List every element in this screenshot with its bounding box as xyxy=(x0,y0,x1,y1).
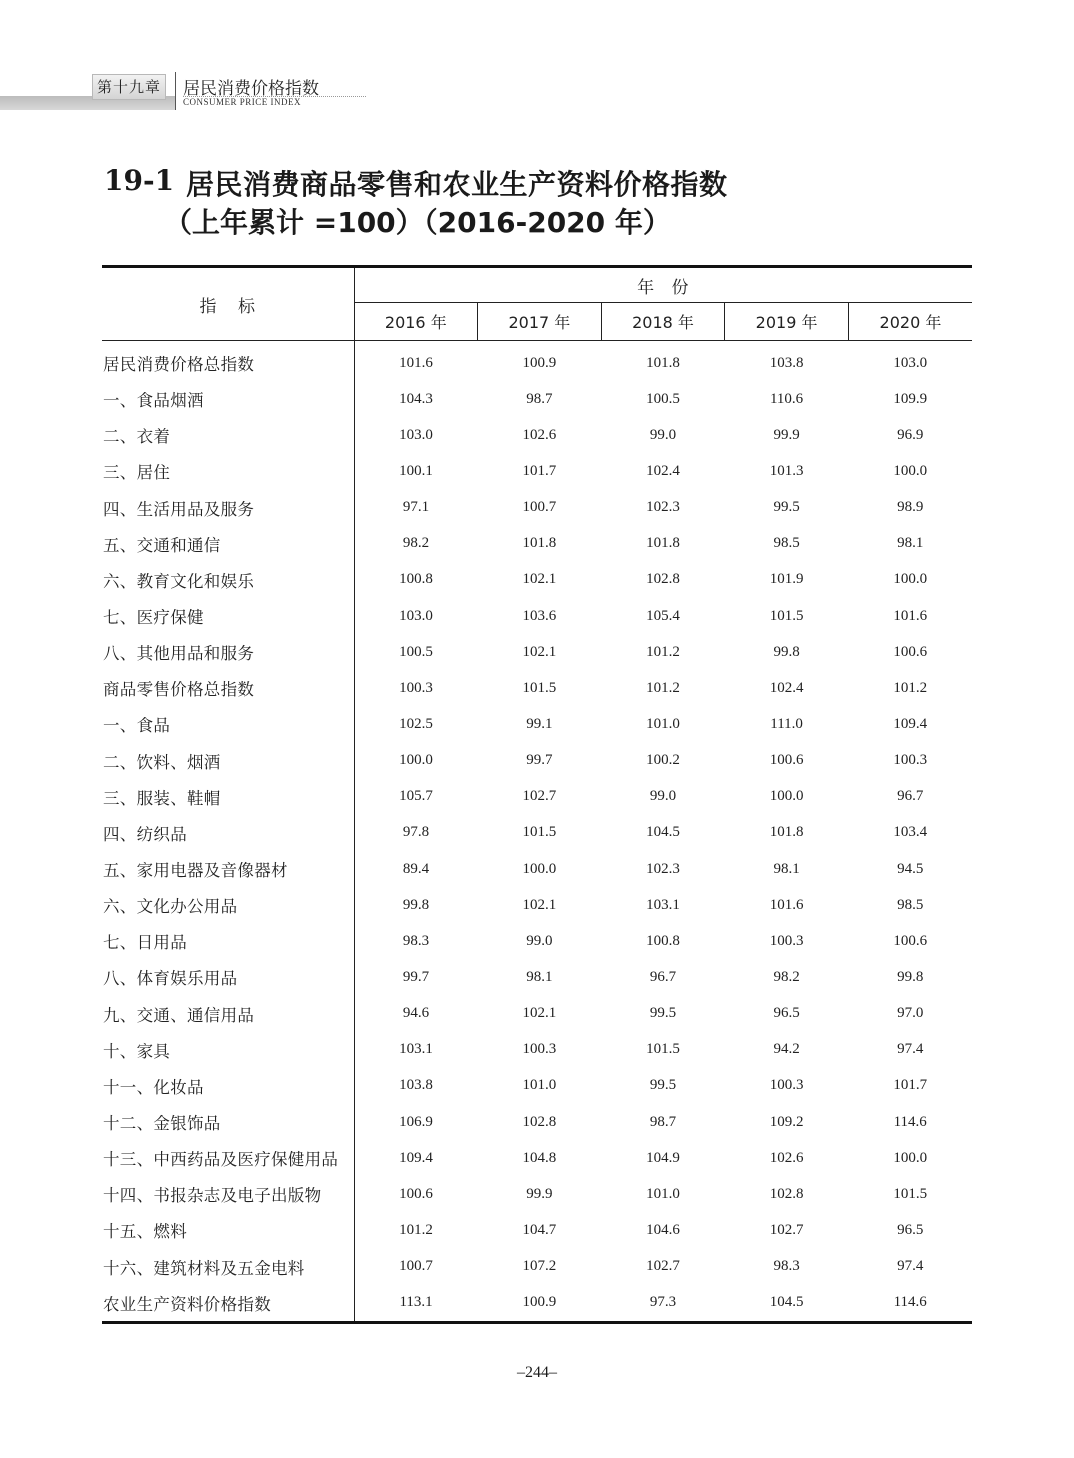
table-row xyxy=(102,706,972,742)
value-cell: 102.3 xyxy=(646,499,680,516)
table-row xyxy=(102,1212,972,1248)
value-cell: 103.0 xyxy=(893,354,928,371)
row-label: 十三、中西药品及医疗保健用品 xyxy=(102,1140,354,1176)
running-header-subtitle: CONSUMER PRICE INDEX xyxy=(183,97,302,107)
value-cell: 99.9 xyxy=(773,426,800,443)
row-label: 十六、建筑材料及五金电料 xyxy=(102,1249,354,1285)
year-group-header: 年 份 xyxy=(354,267,972,303)
value-cell: 102.7 xyxy=(769,1221,804,1238)
value-cell: 101.6 xyxy=(769,896,804,913)
row-label: 二、衣着 xyxy=(102,417,354,453)
value-cell: 100.0 xyxy=(893,1149,928,1166)
value-cell: 100.8 xyxy=(646,932,680,949)
table-row xyxy=(102,562,972,598)
value-cell: 101.9 xyxy=(769,571,804,588)
value-cell: 101.2 xyxy=(893,679,928,696)
table-row xyxy=(102,634,972,670)
year-header: 2020 年 xyxy=(848,303,972,341)
value-cell: 101.2 xyxy=(646,643,680,660)
row-label: 十五、燃料 xyxy=(102,1212,354,1248)
value-cell: 100.0 xyxy=(399,752,433,769)
value-cell: 102.8 xyxy=(769,1185,804,1202)
value-cell: 100.9 xyxy=(478,1285,602,1323)
row-label: 四、纺织品 xyxy=(102,815,354,851)
header-divider xyxy=(175,72,176,110)
value-cell: 99.5 xyxy=(649,1077,677,1094)
value-cell: 100.8 xyxy=(399,571,433,588)
value-cell: 99.5 xyxy=(773,499,800,516)
value-cell: 103.1 xyxy=(646,896,680,913)
value-cell: 106.9 xyxy=(399,1113,433,1130)
value-cell: 97.4 xyxy=(897,1041,924,1058)
row-label: 商品零售价格总指数 xyxy=(102,670,354,706)
value-cell: 100.6 xyxy=(893,643,928,660)
table-row xyxy=(102,887,972,923)
value-cell: 100.3 xyxy=(399,679,433,696)
value-cell: 89.4 xyxy=(402,860,430,877)
value-cell: 100.0 xyxy=(893,462,928,479)
value-cell: 114.6 xyxy=(893,1113,927,1130)
value-cell: 104.6 xyxy=(646,1221,680,1238)
row-label: 三、服装、鞋帽 xyxy=(102,779,354,815)
value-cell: 102.4 xyxy=(769,679,804,696)
value-cell: 99.7 xyxy=(402,968,430,985)
value-cell: 99.0 xyxy=(649,426,677,443)
table-row xyxy=(102,526,972,562)
value-cell: 109.4 xyxy=(893,715,928,732)
value-cell: 97.3 xyxy=(601,1285,725,1323)
table-row xyxy=(102,959,972,995)
table-row xyxy=(102,1285,972,1323)
value-cell: 100.3 xyxy=(522,1041,557,1058)
row-label: 十二、金银饰品 xyxy=(102,1104,354,1140)
running-header-title: 居民消费价格指数 xyxy=(183,79,319,99)
value-cell: 100.0 xyxy=(522,860,557,877)
value-cell: 109.4 xyxy=(399,1149,433,1166)
row-label: 五、家用电器及音像器材 xyxy=(102,851,354,887)
value-cell: 109.2 xyxy=(769,1113,804,1130)
value-cell: 98.1 xyxy=(897,535,924,552)
value-cell: 96.5 xyxy=(897,1221,924,1238)
value-cell: 97.4 xyxy=(897,1258,924,1275)
value-cell: 96.7 xyxy=(897,788,924,805)
table-row xyxy=(102,417,972,453)
table-row xyxy=(102,598,972,634)
value-cell: 104.3 xyxy=(399,390,433,407)
value-cell: 101.0 xyxy=(646,715,680,732)
value-cell: 102.8 xyxy=(646,571,680,588)
table-subtitle: （上年累计 =100）（2016-2020 年） xyxy=(164,206,671,239)
table-row xyxy=(102,815,972,851)
value-cell: 102.3 xyxy=(646,860,680,877)
value-cell: 99.5 xyxy=(649,1005,677,1022)
row-label: 七、医疗保健 xyxy=(102,598,354,634)
row-label: 十、家具 xyxy=(102,1032,354,1068)
value-cell: 98.9 xyxy=(897,499,924,516)
value-cell: 100.6 xyxy=(893,932,928,949)
row-label: 十四、书报杂志及电子出版物 xyxy=(102,1176,354,1212)
value-cell: 101.8 xyxy=(522,535,557,552)
value-cell: 101.3 xyxy=(769,462,804,479)
value-cell: 101.5 xyxy=(522,824,557,841)
value-cell: 104.8 xyxy=(522,1149,557,1166)
value-cell: 102.1 xyxy=(522,1005,557,1022)
row-label: 六、教育文化和娱乐 xyxy=(102,562,354,598)
value-cell: 101.8 xyxy=(769,824,804,841)
value-cell: 102.1 xyxy=(522,643,557,660)
value-cell: 94.5 xyxy=(897,860,924,877)
value-cell: 110.6 xyxy=(769,390,804,407)
value-cell: 101.0 xyxy=(522,1077,557,1094)
year-header: 2019 年 xyxy=(725,303,849,341)
value-cell: 104.7 xyxy=(522,1221,557,1238)
value-cell: 94.2 xyxy=(773,1041,800,1058)
value-cell: 100.5 xyxy=(399,643,433,660)
value-cell: 99.1 xyxy=(526,715,553,732)
row-label: 农业生产资料价格指数 xyxy=(102,1285,354,1323)
table-body xyxy=(102,341,972,1323)
value-cell: 101.6 xyxy=(893,607,928,624)
value-cell: 97.1 xyxy=(402,499,430,516)
value-cell: 102.7 xyxy=(522,788,557,805)
value-cell: 113.1 xyxy=(354,1285,478,1323)
table-row xyxy=(102,490,972,526)
value-cell: 104.9 xyxy=(646,1149,680,1166)
value-cell: 98.7 xyxy=(526,390,553,407)
value-cell: 100.3 xyxy=(893,752,928,769)
value-cell: 114.6 xyxy=(848,1285,972,1323)
value-cell: 98.1 xyxy=(526,968,553,985)
value-cell: 98.3 xyxy=(402,932,430,949)
value-cell: 99.0 xyxy=(526,932,553,949)
table-row xyxy=(102,851,972,887)
value-cell: 99.8 xyxy=(773,643,800,660)
row-label: 一、食品烟酒 xyxy=(102,381,354,417)
value-cell: 104.5 xyxy=(646,824,680,841)
value-cell: 103.4 xyxy=(893,824,928,841)
row-label: 六、文化办公用品 xyxy=(102,887,354,923)
value-cell: 101.5 xyxy=(769,607,804,624)
value-cell: 102.7 xyxy=(646,1258,680,1275)
value-cell: 98.3 xyxy=(773,1258,800,1275)
row-label: 居民消费价格总指数 xyxy=(102,341,354,382)
table-row xyxy=(102,1104,972,1140)
value-cell: 102.1 xyxy=(522,571,557,588)
table-row xyxy=(102,1176,972,1212)
table-row xyxy=(102,381,972,417)
value-cell: 96.5 xyxy=(773,1005,800,1022)
row-label: 八、体育娱乐用品 xyxy=(102,959,354,995)
value-cell: 103.0 xyxy=(399,607,433,624)
value-cell: 101.5 xyxy=(646,1041,680,1058)
value-cell: 105.4 xyxy=(646,607,680,624)
indicator-header: 指 标 xyxy=(102,267,354,341)
table-row xyxy=(102,1140,972,1176)
value-cell: 98.2 xyxy=(773,968,800,985)
value-cell: 101.5 xyxy=(522,679,557,696)
table-row xyxy=(102,996,972,1032)
price-index-table xyxy=(102,265,972,1324)
value-cell: 98.5 xyxy=(773,535,800,552)
value-cell: 100.6 xyxy=(769,752,804,769)
value-cell: 100.7 xyxy=(399,1258,433,1275)
value-cell: 96.9 xyxy=(897,426,924,443)
value-cell: 100.9 xyxy=(522,354,557,371)
value-cell: 102.5 xyxy=(399,715,433,732)
value-cell: 97.8 xyxy=(402,824,430,841)
row-label: 五、交通和通信 xyxy=(102,526,354,562)
table-row xyxy=(102,923,972,959)
value-cell: 98.2 xyxy=(402,535,430,552)
value-cell: 101.2 xyxy=(646,679,680,696)
value-cell: 97.0 xyxy=(897,1005,924,1022)
value-cell: 99.0 xyxy=(649,788,677,805)
value-cell: 100.6 xyxy=(399,1185,433,1202)
row-label: 八、其他用品和服务 xyxy=(102,634,354,670)
value-cell: 103.0 xyxy=(399,426,433,443)
value-cell: 100.0 xyxy=(769,788,804,805)
table-row xyxy=(102,670,972,706)
value-cell: 99.7 xyxy=(526,752,553,769)
value-cell: 111.0 xyxy=(770,715,803,732)
table-row xyxy=(102,1032,972,1068)
value-cell: 99.9 xyxy=(526,1185,553,1202)
value-cell: 101.6 xyxy=(399,354,433,371)
value-cell: 98.1 xyxy=(773,860,800,877)
year-header: 2016 年 xyxy=(354,303,478,341)
table-row xyxy=(102,1068,972,1104)
value-cell: 103.8 xyxy=(399,1077,433,1094)
value-cell: 100.3 xyxy=(769,1077,804,1094)
value-cell: 103.1 xyxy=(399,1041,433,1058)
row-label: 十一、化妆品 xyxy=(102,1068,354,1104)
row-label: 四、生活用品及服务 xyxy=(102,490,354,526)
page-number: –244– xyxy=(517,1364,557,1381)
value-cell: 105.7 xyxy=(399,788,433,805)
table-row xyxy=(102,1249,972,1285)
value-cell: 102.6 xyxy=(522,426,557,443)
value-cell: 98.7 xyxy=(649,1113,677,1130)
value-cell: 101.8 xyxy=(646,535,680,552)
table-title: 居民消费商品零售和农业生产资料价格指数 xyxy=(186,168,728,201)
chapter-label: 第十九章 xyxy=(92,74,166,100)
value-cell: 102.1 xyxy=(522,896,557,913)
value-cell: 100.3 xyxy=(769,932,804,949)
value-cell: 107.2 xyxy=(522,1258,557,1275)
year-header: 2017 年 xyxy=(478,303,602,341)
value-cell: 100.5 xyxy=(646,390,680,407)
value-cell: 103.6 xyxy=(522,607,557,624)
value-cell: 104.5 xyxy=(725,1285,849,1323)
table-row xyxy=(102,743,972,779)
value-cell: 100.7 xyxy=(522,499,557,516)
row-label: 三、居住 xyxy=(102,453,354,489)
value-cell: 102.8 xyxy=(522,1113,557,1130)
value-cell: 101.5 xyxy=(893,1185,928,1202)
row-label: 七、日用品 xyxy=(102,923,354,959)
table-row xyxy=(102,779,972,815)
value-cell: 101.8 xyxy=(646,354,680,371)
row-label: 九、交通、通信用品 xyxy=(102,996,354,1032)
row-label: 一、食品 xyxy=(102,706,354,742)
year-header: 2018 年 xyxy=(601,303,725,341)
table-number: 19-1 xyxy=(104,164,175,197)
value-cell: 101.7 xyxy=(893,1077,928,1094)
value-cell: 101.7 xyxy=(522,462,557,479)
value-cell: 102.6 xyxy=(769,1149,804,1166)
value-cell: 100.0 xyxy=(893,571,928,588)
value-cell: 100.1 xyxy=(399,462,433,479)
value-cell: 99.8 xyxy=(402,896,430,913)
table-row xyxy=(102,453,972,489)
value-cell: 99.8 xyxy=(897,968,924,985)
table-row xyxy=(102,341,972,382)
value-cell: 101.0 xyxy=(646,1185,680,1202)
value-cell: 96.7 xyxy=(649,968,677,985)
row-label: 二、饮料、烟酒 xyxy=(102,743,354,779)
value-cell: 98.5 xyxy=(897,896,924,913)
value-cell: 101.2 xyxy=(399,1221,433,1238)
value-cell: 100.2 xyxy=(646,752,680,769)
value-cell: 103.8 xyxy=(769,354,804,371)
value-cell: 94.6 xyxy=(402,1005,430,1022)
value-cell: 102.4 xyxy=(646,462,680,479)
value-cell: 109.9 xyxy=(893,390,928,407)
